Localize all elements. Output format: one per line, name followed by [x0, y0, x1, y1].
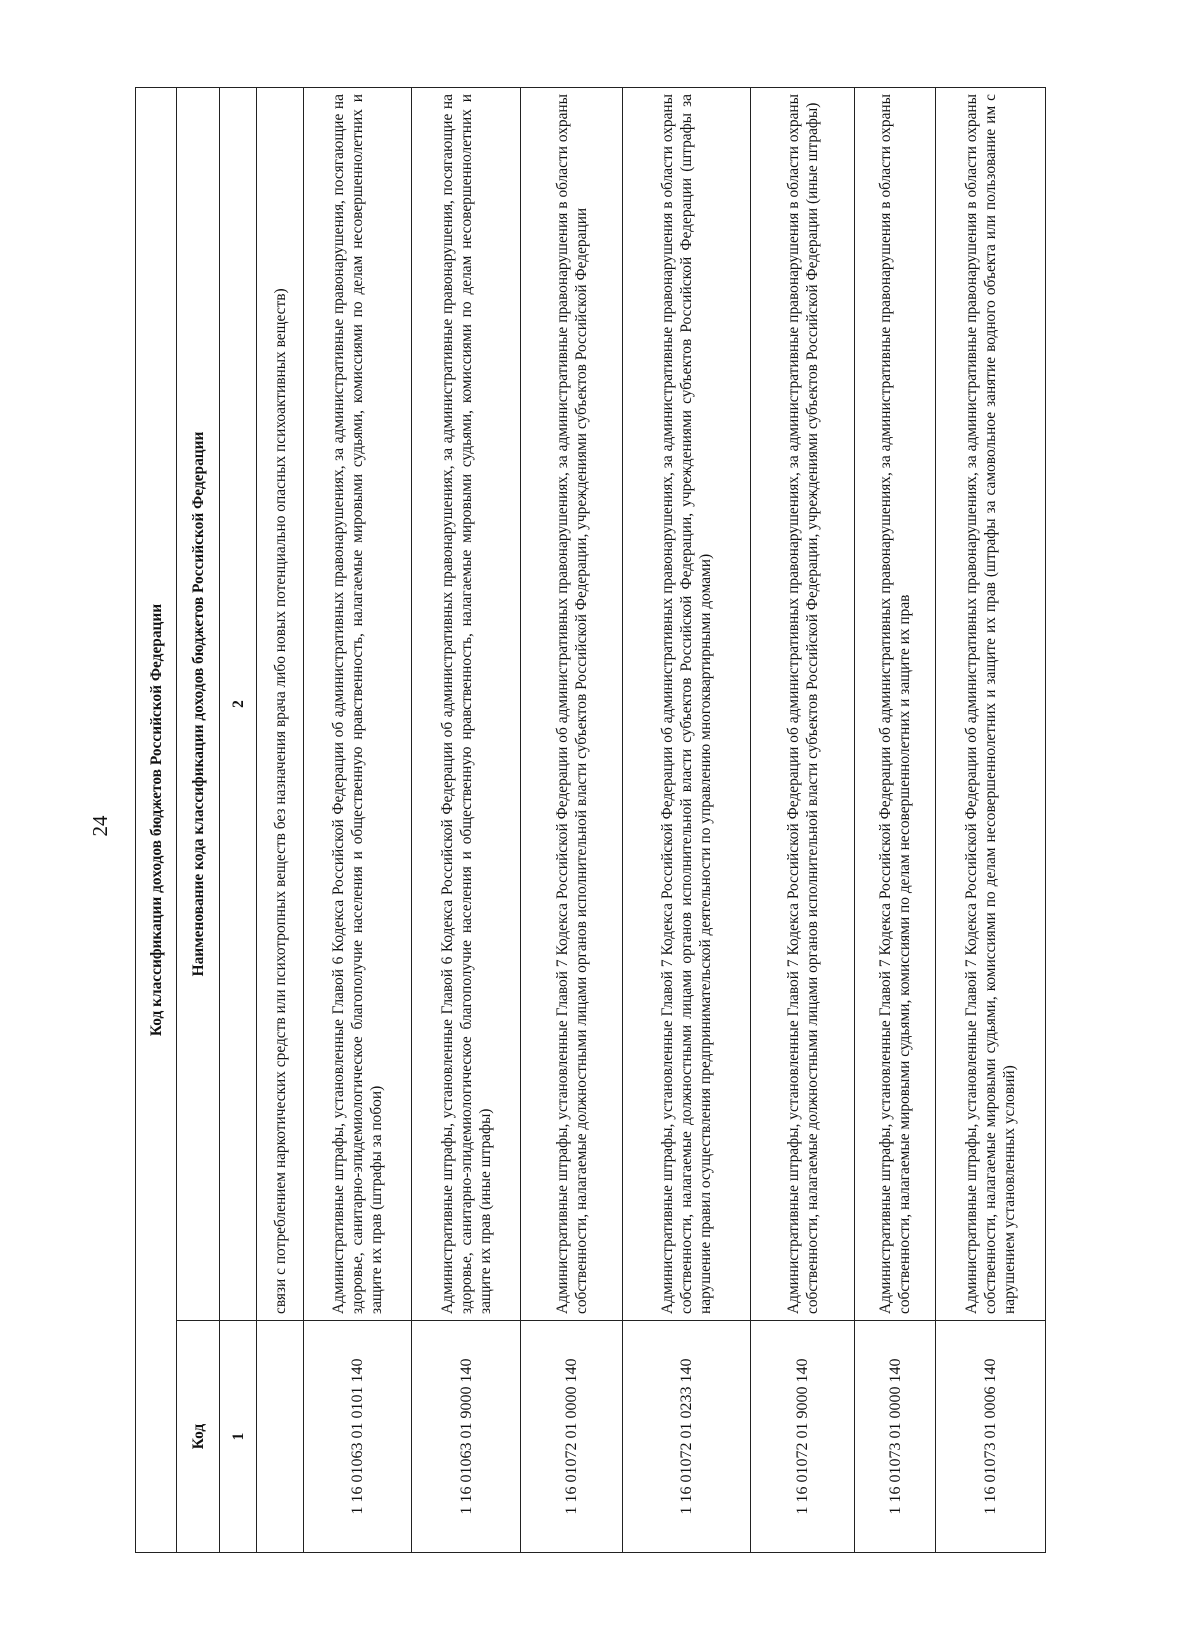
description-text: Административные штрафы, установленные Главой 7 Кодекса Российской Федерации об административных правонарушениях, за административные правонарушения в области охраны собственности, налагаемые должностными лицами органов исполнительной власти субъектов Российской Федерации, учреждениями субъектов Российской Федерации (штрафы за нарушение правил осуществления предпринимательской деятельности по управлению многоквартирными домами)	[659, 94, 714, 1314]
header-main: Код классификации доходов бюджетов Российской Федерации	[136, 88, 177, 1553]
table-row	[412, 88, 521, 1553]
column-number-1: 1	[220, 1321, 257, 1553]
table-row	[751, 88, 855, 1553]
table-row	[521, 88, 623, 1553]
table-row	[623, 88, 751, 1553]
code-cell: 1 16 01072 01 0000 140	[521, 1321, 623, 1553]
description-text: Административные штрафы, установленные Главой 6 Кодекса Российской Федерации об административных правонарушениях, за административные правонарушения, посягающие на здоровье, санитарно-эпидемиологическое благополучие населения и общественную нравственность, налагаемые мировыми судьями, комиссиями по делам несовершеннолетних и защите их прав (иные штрафы)	[438, 94, 494, 1314]
description-text: связи с потреблением наркотических средств или психотропных веществ без назначения врача либо новых потенциально опасных психоактивных веществ)	[271, 288, 289, 1314]
description-cell	[855, 88, 936, 1321]
code-cell: 1 16 01073 01 0000 140	[855, 1321, 936, 1553]
rotated-table-container	[135, 88, 1055, 1553]
revenue-classification-table	[135, 87, 1046, 1553]
code-cell: 1 16 01063 01 9000 140	[412, 1321, 521, 1553]
table-row	[936, 88, 1046, 1553]
column-number-row	[220, 88, 257, 1553]
description-text: Административные штрафы, установленные Главой 7 Кодекса Российской Федерации об административных правонарушениях, за административные правонарушения в области охраны собственности, налагаемые мировыми судьями, комиссиями по делам несовершеннолетних и защите их прав	[877, 94, 913, 1314]
table-subheader-row	[177, 88, 220, 1553]
description-text: Административные штрафы, установленные Главой 7 Кодекса Российской Федерации об административных правонарушениях, за административные правонарушения в области охраны собственности, налагаемые мировыми судьями, комиссиями по делам несовершеннолетних и защите их прав (штрафы за самовольное занятие водного объекта или пользование им с нарушением установленных условий)	[963, 94, 1018, 1314]
description-text: Административные штрафы, установленные Главой 7 Кодекса Российской Федерации об административных правонарушениях, за административные правонарушения в области охраны собственности, налагаемые должностными лицами органов исполнительной власти субъектов Российской Федерации, учреждениями субъектов Российской Федерации (иные штрафы)	[784, 94, 821, 1314]
code-cell: 1 16 01073 01 0006 140	[936, 1321, 1046, 1553]
table-header-row	[136, 88, 177, 1553]
table-row	[855, 88, 936, 1553]
table-row	[304, 88, 412, 1553]
description-text: Административные штрафы, установленные Главой 7 Кодекса Российской Федерации об административных правонарушениях, за административные правонарушения в области охраны собственности, налагаемые должностными лицами органов исполнительной власти субъектов Российской Федерации, учреждениями субъектов Российской Федерации	[553, 94, 590, 1314]
page-number: 24	[88, 815, 112, 837]
description-cell	[412, 88, 521, 1321]
description-cell	[257, 88, 304, 1321]
description-cell	[304, 88, 412, 1321]
description-cell	[521, 88, 623, 1321]
header-code: Код	[177, 1321, 220, 1553]
description-cell	[936, 88, 1046, 1321]
description-cell	[623, 88, 751, 1321]
code-cell: 1 16 01072 01 0233 140	[623, 1321, 751, 1553]
column-number-2: 2	[220, 88, 257, 1321]
description-text: Административные штрафы, установленные Главой 6 Кодекса Российской Федерации об административных правонарушениях, за административные правонарушения, посягающие на здоровье, санитарно-эпидемиологическое благополучие населения и общественную нравственность, налагаемые мировыми судьями, комиссиями по делам несовершеннолетних и защите их прав (штрафы за побои)	[330, 94, 385, 1314]
description-cell	[751, 88, 855, 1321]
table-row	[257, 88, 304, 1553]
code-cell	[257, 1321, 304, 1553]
code-cell: 1 16 01063 01 0101 140	[304, 1321, 412, 1553]
code-cell: 1 16 01072 01 9000 140	[751, 1321, 855, 1553]
header-name: Наименование кода классификации доходов бюджетов Российской Федерации	[177, 88, 220, 1321]
